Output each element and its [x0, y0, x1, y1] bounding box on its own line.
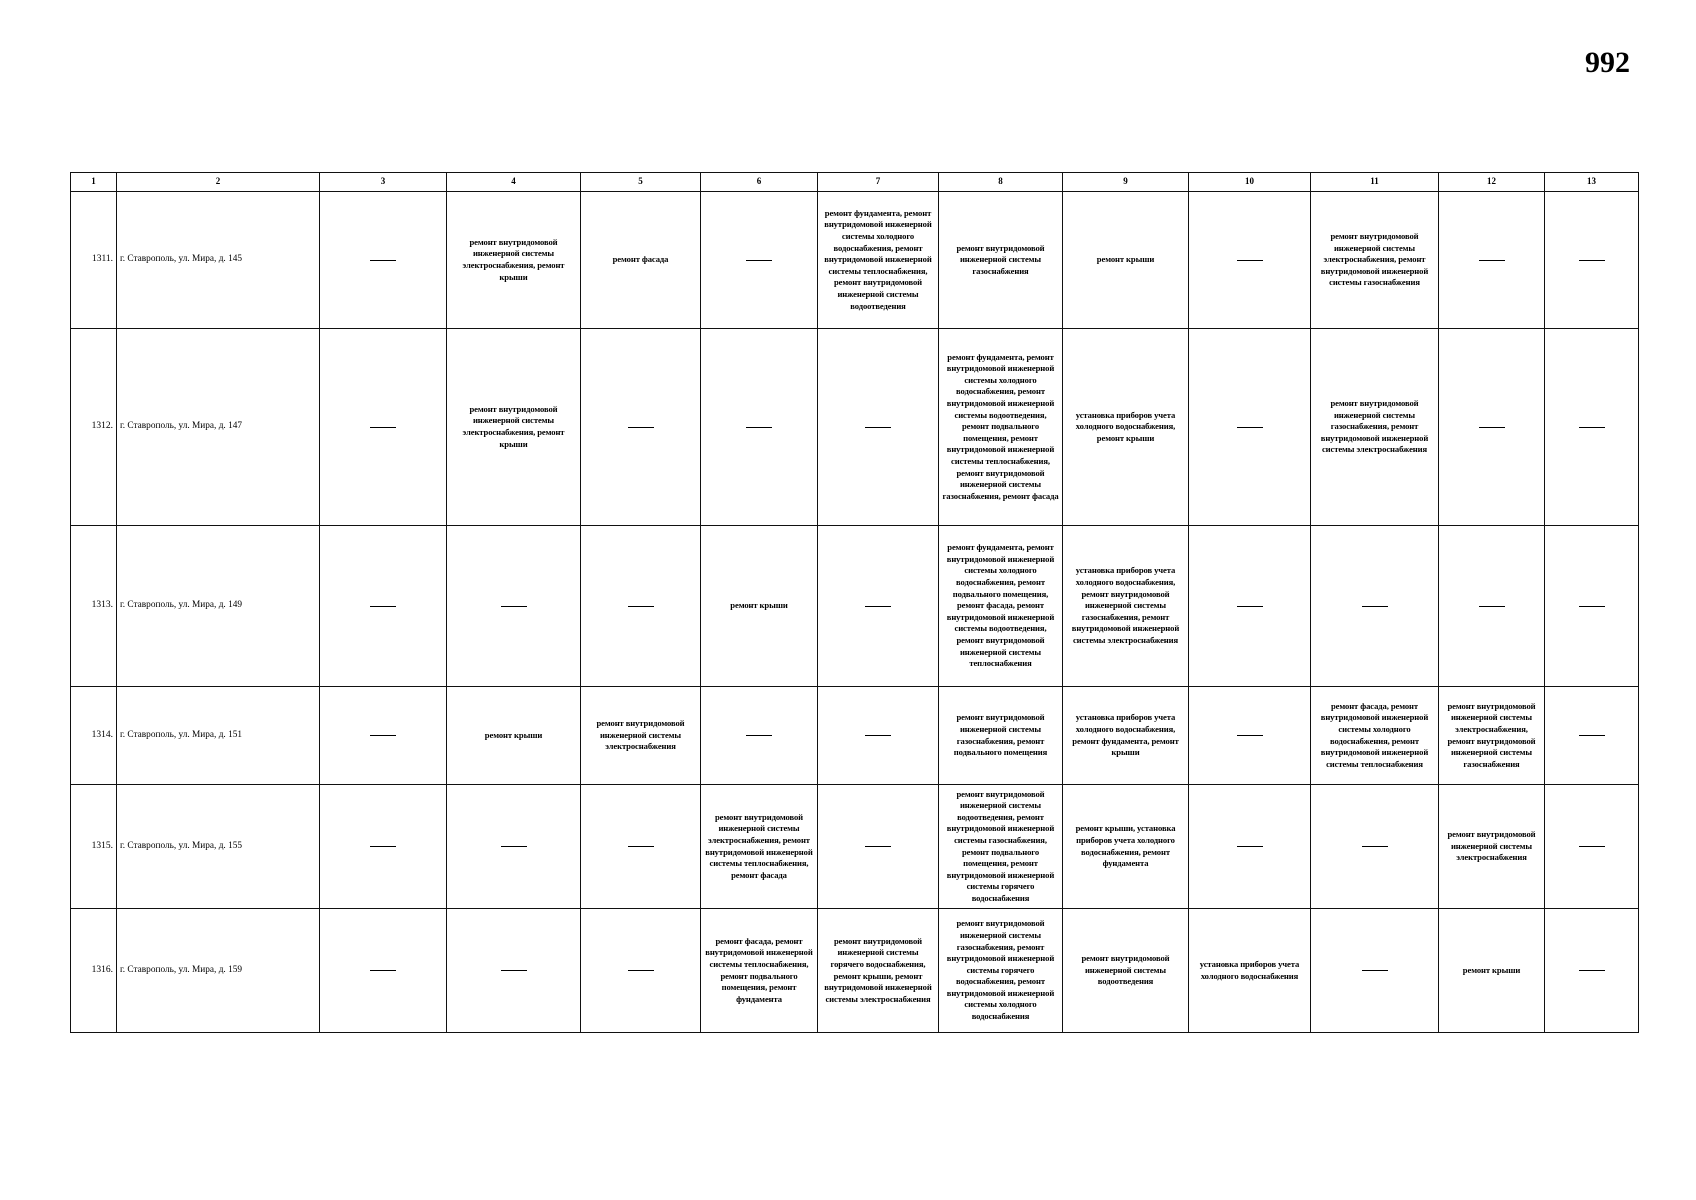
- empty-cell: [320, 329, 447, 526]
- work-cell-col-8: ремонт фундамента, ремонт внутридомовой инженерной системы холодного водоснабжения, ремонт внутридомовой инженерной системы водоотведения, ремонт подвального помещения, ремонт внутридомовой инженерной системы теплоснабжения, ремонт внутридомовой инженерной системы газоснабжения, ремонт фасада: [939, 329, 1063, 526]
- dash-mark: [1237, 606, 1263, 607]
- row-number: 1316.: [71, 909, 117, 1033]
- work-cell-col-12: ремонт внутридомовой инженерной системы электроснабжения, ремонт внутридомовой инженерной системы газоснабжения: [1439, 687, 1545, 785]
- table-row: [71, 785, 1639, 909]
- empty-cell: [581, 785, 701, 909]
- dash-mark: [501, 846, 527, 847]
- work-cell-col-4: ремонт внутридомовой инженерной системы электроснабжения, ремонт крыши: [447, 192, 581, 329]
- dash-mark: [628, 427, 654, 428]
- empty-cell: [1545, 526, 1639, 687]
- work-cell-col-8: ремонт внутридомовой инженерной системы газоснабжения, ремонт внутридомовой инженерной системы горячего водоснабжения, ремонт внутридомовой инженерной системы холодного водоснабжения: [939, 909, 1063, 1033]
- column-number: 12: [1439, 173, 1545, 192]
- dash-mark: [1479, 606, 1505, 607]
- table-row: [71, 687, 1639, 785]
- empty-cell: [1311, 526, 1439, 687]
- dash-mark: [628, 846, 654, 847]
- column-number: 4: [447, 173, 581, 192]
- column-number-row: [71, 173, 1639, 192]
- empty-cell: [1189, 526, 1311, 687]
- empty-cell: [320, 785, 447, 909]
- column-number: 3: [320, 173, 447, 192]
- table-row: [71, 909, 1639, 1033]
- empty-cell: [1439, 329, 1545, 526]
- work-cell-col-12: ремонт крыши: [1439, 909, 1545, 1033]
- dash-mark: [1579, 606, 1605, 607]
- address-cell: г. Ставрополь, ул. Мира, д. 149: [117, 526, 320, 687]
- empty-cell: [1311, 909, 1439, 1033]
- work-cell-col-9: установка приборов учета холодного водоснабжения, ремонт фундамента, ремонт крыши: [1063, 687, 1189, 785]
- table-row: [71, 526, 1639, 687]
- address-cell: г. Ставрополь, ул. Мира, д. 155: [117, 785, 320, 909]
- empty-cell: [1439, 192, 1545, 329]
- dash-mark: [1579, 735, 1605, 736]
- empty-cell: [1189, 785, 1311, 909]
- work-cell-col-4: ремонт внутридомовой инженерной системы электроснабжения, ремонт крыши: [447, 329, 581, 526]
- work-cell-col-10: установка приборов учета холодного водоснабжения: [1189, 909, 1311, 1033]
- column-number: 7: [818, 173, 939, 192]
- dash-mark: [1579, 427, 1605, 428]
- empty-cell: [1189, 329, 1311, 526]
- dash-mark: [1237, 846, 1263, 847]
- dash-mark: [865, 606, 891, 607]
- column-number: 2: [117, 173, 320, 192]
- table-row: [71, 192, 1639, 329]
- dash-mark: [628, 970, 654, 971]
- dash-mark: [1479, 427, 1505, 428]
- dash-mark: [501, 970, 527, 971]
- empty-cell: [701, 192, 818, 329]
- empty-cell: [1545, 909, 1639, 1033]
- empty-cell: [320, 909, 447, 1033]
- dash-mark: [628, 606, 654, 607]
- empty-cell: [320, 687, 447, 785]
- dash-mark: [1579, 970, 1605, 971]
- empty-cell: [581, 909, 701, 1033]
- row-number: 1315.: [71, 785, 117, 909]
- dash-mark: [746, 260, 772, 261]
- table-row: [71, 329, 1639, 526]
- dash-mark: [1237, 427, 1263, 428]
- dash-mark: [1237, 260, 1263, 261]
- work-cell-col-5: ремонт фасада: [581, 192, 701, 329]
- work-cell-col-8: ремонт фундамента, ремонт внутридомовой инженерной системы холодного водоснабжения, ремонт подвального помещения, ремонт фасада, ремонт внутридомовой инженерной системы водоотведения, ремонт внутридомовой инженерной системы теплоснабжения: [939, 526, 1063, 687]
- dash-mark: [746, 735, 772, 736]
- page-number: 992: [1585, 46, 1630, 79]
- dash-mark: [1579, 260, 1605, 261]
- empty-cell: [1545, 785, 1639, 909]
- dash-mark: [370, 606, 396, 607]
- work-cell-col-6: ремонт крыши: [701, 526, 818, 687]
- empty-cell: [818, 526, 939, 687]
- empty-cell: [581, 526, 701, 687]
- empty-cell: [320, 192, 447, 329]
- dash-mark: [865, 735, 891, 736]
- empty-cell: [447, 526, 581, 687]
- row-number: 1314.: [71, 687, 117, 785]
- empty-cell: [1545, 192, 1639, 329]
- address-cell: г. Ставрополь, ул. Мира, д. 159: [117, 909, 320, 1033]
- work-cell-col-11: ремонт внутридомовой инженерной системы электроснабжения, ремонт внутридомовой инженерной системы газоснабжения: [1311, 192, 1439, 329]
- address-cell: г. Ставрополь, ул. Мира, д. 145: [117, 192, 320, 329]
- empty-cell: [1189, 192, 1311, 329]
- empty-cell: [701, 329, 818, 526]
- column-number: 6: [701, 173, 818, 192]
- dash-mark: [370, 735, 396, 736]
- work-cell-col-8: ремонт внутридомовой инженерной системы водоотведения, ремонт внутридомовой инженерной системы газоснабжения, ремонт подвального помещения, ремонт внутридомовой инженерной системы горячего водоснабжения: [939, 785, 1063, 909]
- repair-schedule-table: [70, 172, 1639, 1033]
- dash-mark: [370, 260, 396, 261]
- address-cell: г. Ставрополь, ул. Мира, д. 147: [117, 329, 320, 526]
- work-cell-col-9: установка приборов учета холодного водоснабжения, ремонт внутридомовой инженерной системы газоснабжения, ремонт внутридомовой инженерной системы электроснабжения: [1063, 526, 1189, 687]
- work-cell-col-4: ремонт крыши: [447, 687, 581, 785]
- empty-cell: [320, 526, 447, 687]
- row-number: 1313.: [71, 526, 117, 687]
- column-number: 1: [71, 173, 117, 192]
- dash-mark: [1479, 260, 1505, 261]
- dash-mark: [865, 846, 891, 847]
- dash-mark: [865, 427, 891, 428]
- empty-cell: [447, 785, 581, 909]
- empty-cell: [447, 909, 581, 1033]
- empty-cell: [1545, 687, 1639, 785]
- column-number: 8: [939, 173, 1063, 192]
- empty-cell: [1439, 526, 1545, 687]
- work-cell-col-8: ремонт внутридомовой инженерной системы газоснабжения: [939, 192, 1063, 329]
- work-cell-col-11: ремонт фасада, ремонт внутридомовой инженерной системы холодного водоснабжения, ремонт внутридомовой инженерной системы теплоснабжения: [1311, 687, 1439, 785]
- column-number: 11: [1311, 173, 1439, 192]
- column-number: 13: [1545, 173, 1639, 192]
- column-number: 5: [581, 173, 701, 192]
- empty-cell: [701, 687, 818, 785]
- column-number: 9: [1063, 173, 1189, 192]
- address-cell: г. Ставрополь, ул. Мира, д. 151: [117, 687, 320, 785]
- dash-mark: [501, 606, 527, 607]
- dash-mark: [1362, 970, 1388, 971]
- work-cell-col-11: ремонт внутридомовой инженерной системы газоснабжения, ремонт внутридомовой инженерной системы электроснабжения: [1311, 329, 1439, 526]
- dash-mark: [1362, 846, 1388, 847]
- empty-cell: [1545, 329, 1639, 526]
- empty-cell: [581, 329, 701, 526]
- empty-cell: [1189, 687, 1311, 785]
- dash-mark: [370, 427, 396, 428]
- work-cell-col-7: ремонт фундамента, ремонт внутридомовой инженерной системы холодного водоснабжения, ремонт внутридомовой инженерной системы теплоснабжения, ремонт внутридомовой инженерной системы водоотведения: [818, 192, 939, 329]
- dash-mark: [370, 846, 396, 847]
- empty-cell: [818, 329, 939, 526]
- work-cell-col-5: ремонт внутридомовой инженерной системы электроснабжения: [581, 687, 701, 785]
- dash-mark: [1579, 846, 1605, 847]
- row-number: 1311.: [71, 192, 117, 329]
- work-cell-col-9: ремонт внутридомовой инженерной системы водоотведения: [1063, 909, 1189, 1033]
- empty-cell: [818, 687, 939, 785]
- dash-mark: [746, 427, 772, 428]
- work-cell-col-7: ремонт внутридомовой инженерной системы горячего водоснабжения, ремонт крыши, ремонт внутридомовой инженерной системы электроснабжения: [818, 909, 939, 1033]
- work-cell-col-9: ремонт крыши, установка приборов учета холодного водоснабжения, ремонт фундамента: [1063, 785, 1189, 909]
- work-cell-col-8: ремонт внутридомовой инженерной системы газоснабжения, ремонт подвального помещения: [939, 687, 1063, 785]
- work-cell-col-12: ремонт внутридомовой инженерной системы электроснабжения: [1439, 785, 1545, 909]
- empty-cell: [818, 785, 939, 909]
- work-cell-col-6: ремонт фасада, ремонт внутридомовой инженерной системы теплоснабжения, ремонт подвального помещения, ремонт фундамента: [701, 909, 818, 1033]
- column-number: 10: [1189, 173, 1311, 192]
- row-number: 1312.: [71, 329, 117, 526]
- empty-cell: [1311, 785, 1439, 909]
- work-cell-col-9: установка приборов учета холодного водоснабжения, ремонт крыши: [1063, 329, 1189, 526]
- dash-mark: [370, 970, 396, 971]
- work-cell-col-9: ремонт крыши: [1063, 192, 1189, 329]
- dash-mark: [1237, 735, 1263, 736]
- work-cell-col-6: ремонт внутридомовой инженерной системы электроснабжения, ремонт внутридомовой инженерной системы теплоснабжения, ремонт фасада: [701, 785, 818, 909]
- dash-mark: [1362, 606, 1388, 607]
